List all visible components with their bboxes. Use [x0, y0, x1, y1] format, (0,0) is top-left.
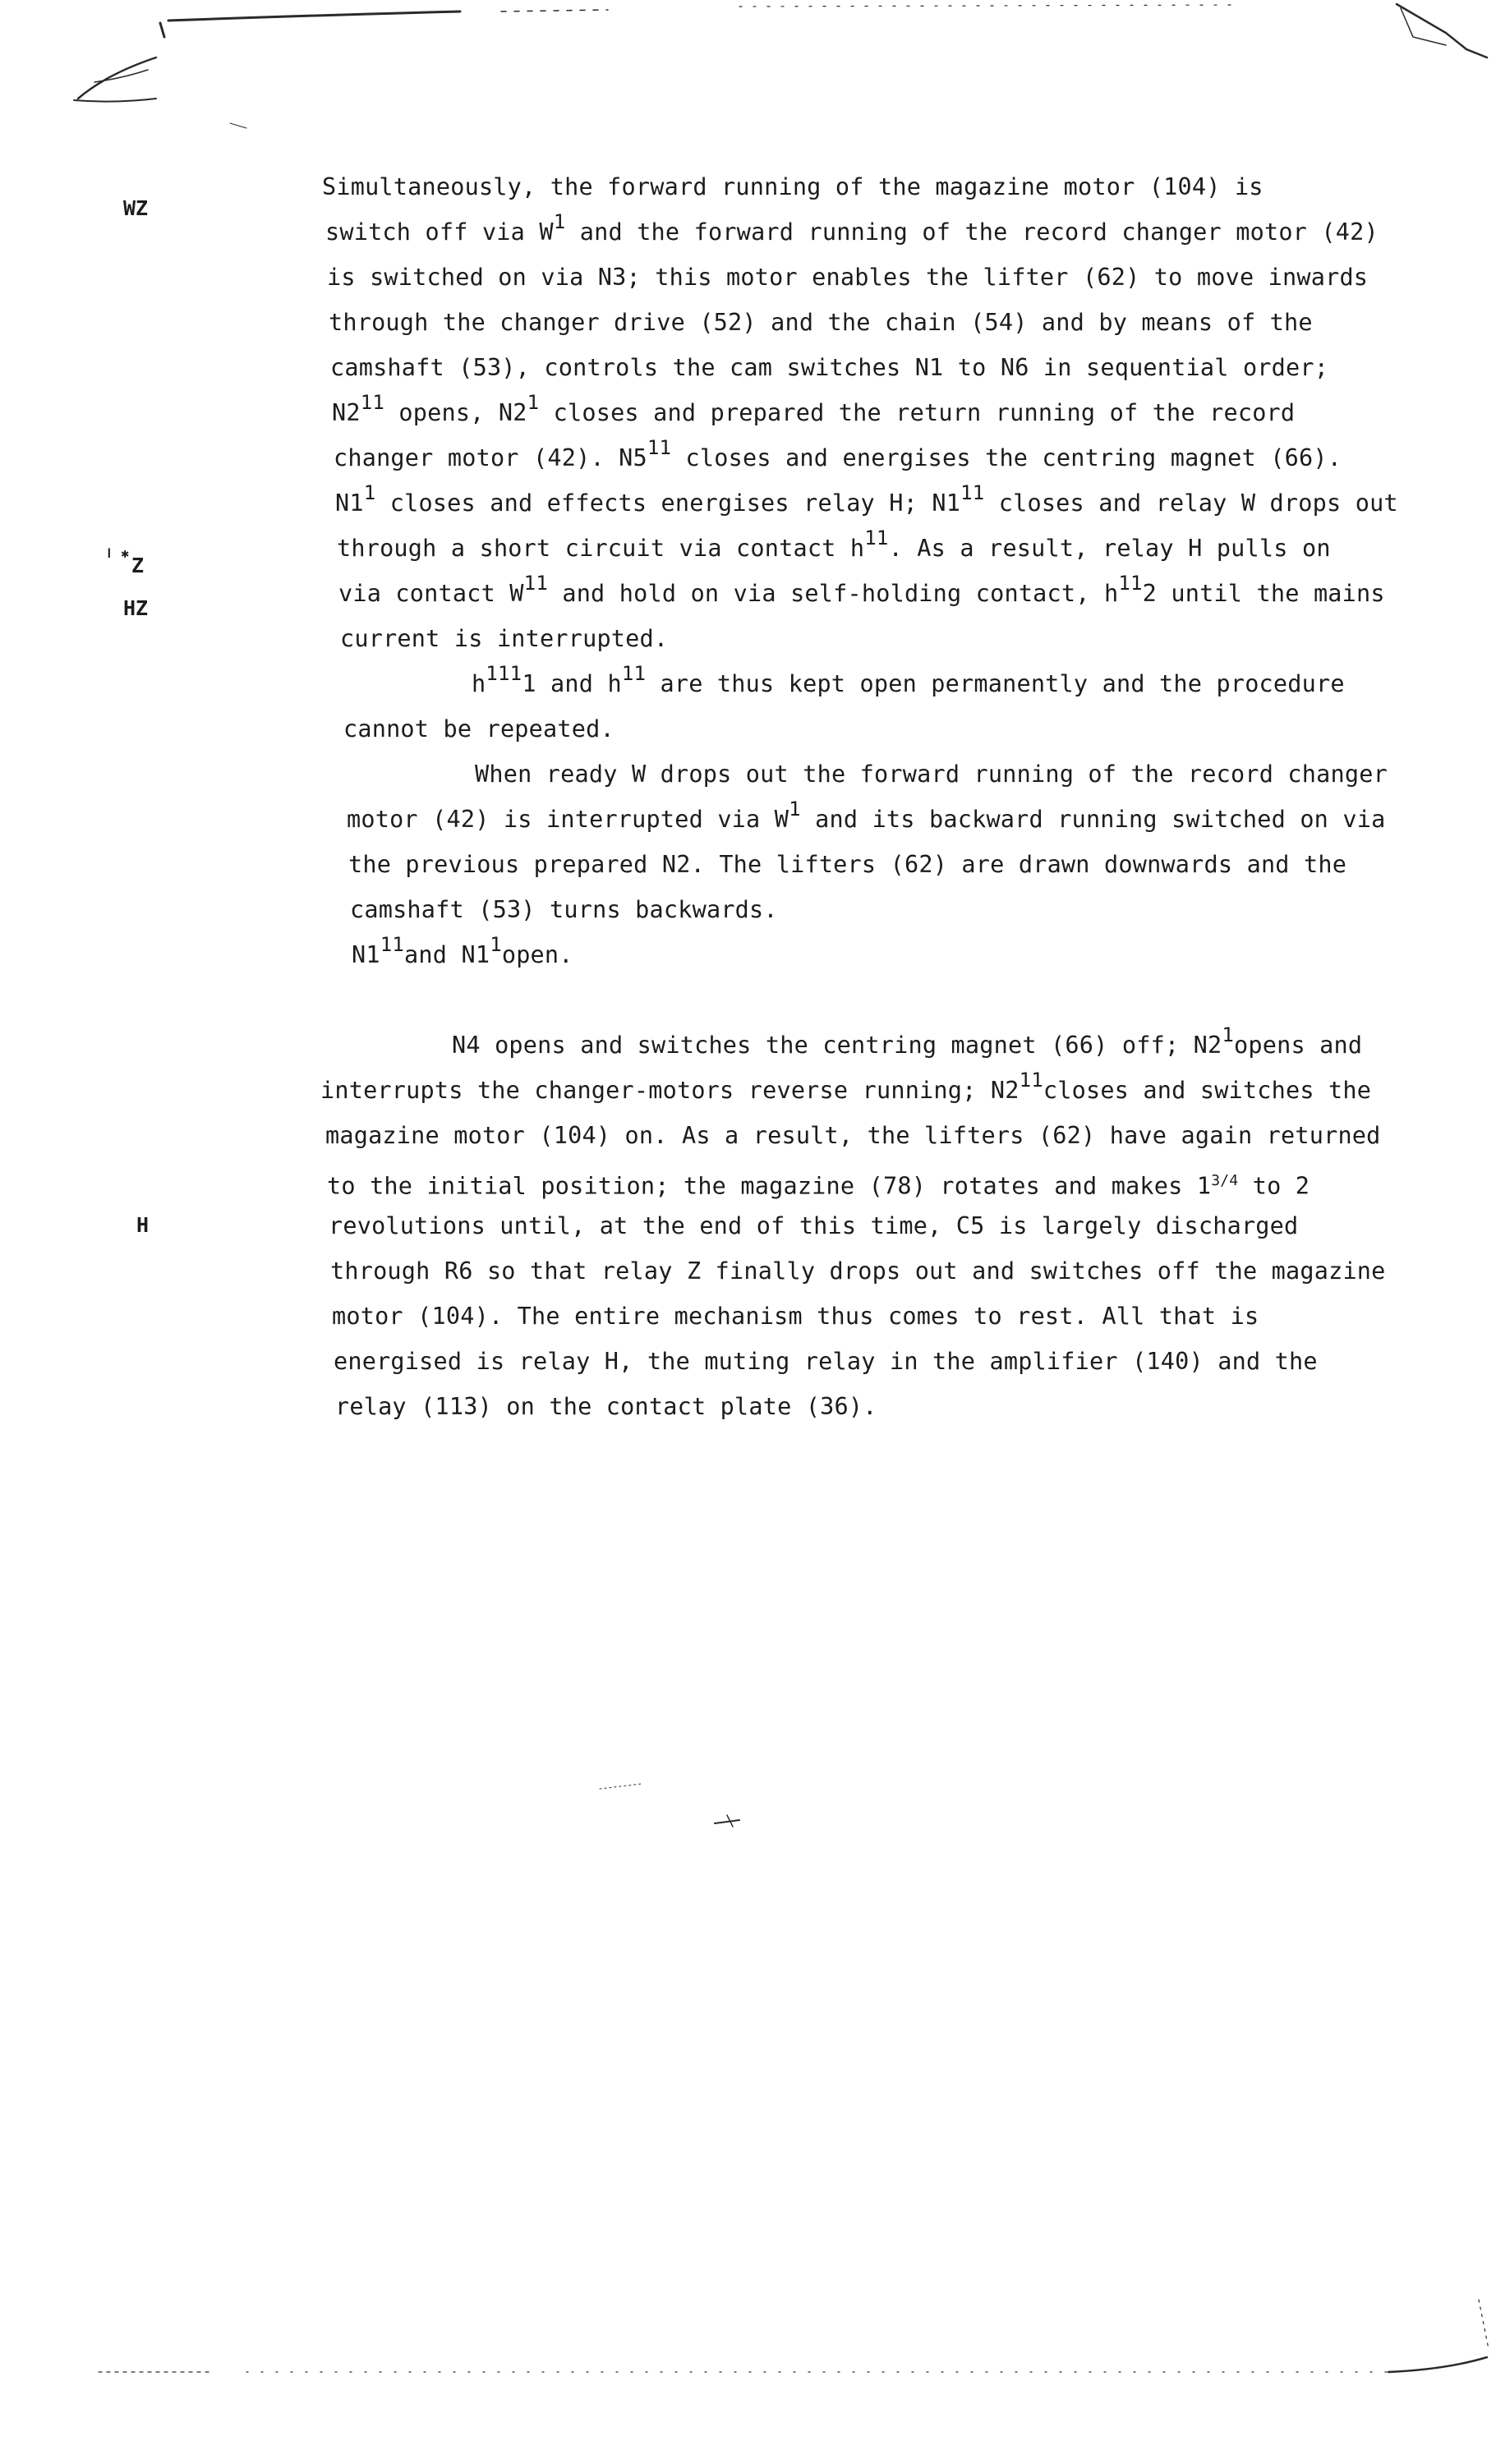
text-segment: 2 until the mains — [1142, 580, 1385, 607]
superscript: 111 — [486, 661, 522, 685]
text-segment: through R6 so that relay Z finally drops out and switches off the magazine — [330, 1257, 1386, 1285]
superscript: 1 — [527, 390, 540, 414]
superscript: 11 — [864, 526, 889, 549]
text-segment: Simultaneously, the forward running of the magazine motor (104) is — [322, 173, 1264, 200]
text-segment: to the initial position; the magazine (78) rotates and makes 1 — [327, 1172, 1212, 1200]
text-line — [325, 1113, 1439, 1158]
text-segment: revolutions until, at the end of this time, C5 is largely discharged — [329, 1212, 1299, 1239]
text-line — [329, 300, 1439, 345]
margin-note-hz: HZ — [123, 596, 149, 620]
superscript: 11 — [380, 932, 405, 956]
margin-note-wz: WZ — [123, 196, 149, 220]
text-line — [348, 842, 1439, 887]
text-line — [343, 706, 1439, 752]
text-segment: and hold on via self-holding contact, h — [547, 580, 1119, 607]
text-line — [322, 1023, 1439, 1068]
superscript: 11 — [1118, 571, 1143, 595]
text-line — [338, 571, 1439, 616]
text-segment: via contact W — [338, 580, 524, 607]
margin-note-z: Z — [131, 554, 145, 577]
text-line — [325, 209, 1439, 255]
text-segment: 1 and h — [522, 670, 622, 697]
text-segment: N1 — [352, 941, 380, 968]
text-segment: to 2 — [1238, 1172, 1310, 1200]
text-line — [347, 797, 1439, 842]
text-line — [352, 932, 1439, 977]
text-segment: closes and energises the centring magnet (66). — [671, 444, 1342, 471]
text-segment: h — [472, 670, 486, 697]
margin-note-h: H — [136, 1213, 150, 1237]
text-segment: N1 — [335, 490, 364, 517]
text-line — [332, 390, 1439, 435]
text-segment: closes and switches the — [1043, 1077, 1372, 1104]
text-segment: the previous prepared N2. The lifters (62) are drawn downwards and the — [348, 851, 1347, 878]
text-segment: When ready W drops out the forward running of the record changer — [475, 761, 1388, 788]
text-segment: interrupts the changer-motors reverse running; N2 — [320, 1077, 1020, 1104]
text-segment: opens, N2 — [384, 399, 527, 426]
text-line — [334, 1339, 1439, 1384]
text-segment: current is interrupted. — [340, 625, 669, 652]
body-text — [322, 164, 1439, 1429]
text-segment: closes and effects energises relay H; N1 — [375, 490, 961, 517]
text-line — [342, 661, 1439, 706]
text-segment: camshaft (53) turns backwards. — [350, 896, 778, 923]
text-segment: switch off via W — [325, 218, 554, 246]
text-line — [330, 345, 1439, 390]
text-line — [334, 435, 1439, 480]
text-line — [322, 164, 1439, 209]
text-segment: N2 — [332, 399, 361, 426]
superscript: 1 — [1222, 1023, 1235, 1046]
blank-line — [322, 977, 1439, 1023]
superscript: 1 — [490, 932, 502, 956]
text-segment: motor (42) is interrupted via W — [347, 806, 789, 833]
text-segment: through a short circuit via contact h — [337, 535, 865, 562]
text-segment: cannot be repeated. — [343, 715, 615, 742]
superscript: 11 — [621, 661, 647, 685]
superscript: 11 — [647, 435, 672, 459]
superscript: 1 — [789, 797, 801, 821]
superscript: 1 — [553, 209, 566, 233]
text-line — [330, 1248, 1439, 1294]
text-segment: magazine motor (104) on. As a result, the lifters (62) have again returned — [325, 1122, 1381, 1149]
margin-mark: ǀ ✱ — [105, 545, 129, 561]
text-segment: are thus kept open permanently and the procedure — [646, 670, 1345, 697]
text-line — [327, 1158, 1439, 1203]
text-segment: energised is relay H, the muting relay in the amplifier (140) and the — [334, 1348, 1318, 1375]
text-segment: and N1 — [404, 941, 490, 968]
superscript: 11 — [1019, 1068, 1043, 1092]
superscript: 11 — [523, 571, 548, 595]
text-segment: . As a result, relay H pulls on — [888, 535, 1331, 562]
text-segment: closes and prepared the return running of the record — [539, 399, 1296, 426]
text-segment: N4 opens and switches the centring magnet (66) off; N2 — [452, 1032, 1222, 1059]
text-segment: open. — [501, 941, 573, 968]
text-line — [329, 1203, 1439, 1248]
text-line — [340, 616, 1439, 661]
text-line — [320, 1068, 1439, 1113]
text-line — [345, 752, 1439, 797]
text-segment: closes and relay W drops out — [984, 490, 1398, 517]
text-segment: motor (104). The entire mechanism thus comes to rest. All that is — [332, 1303, 1259, 1330]
text-line — [335, 480, 1439, 526]
text-line — [335, 1384, 1439, 1429]
text-segment: opens and — [1234, 1032, 1363, 1059]
fraction: 3/4 — [1211, 1172, 1239, 1189]
superscript: 1 — [363, 480, 376, 504]
text-segment: relay (113) on the contact plate (36). — [335, 1393, 877, 1420]
superscript: 11 — [360, 390, 385, 414]
text-line — [332, 1294, 1439, 1339]
text-segment: and the forward running of the record changer motor (42) — [565, 218, 1379, 246]
superscript: 11 — [960, 480, 985, 504]
text-segment: camshaft (53), controls the cam switches N1 to N6 in sequential order; — [330, 354, 1329, 381]
text-line — [337, 526, 1439, 571]
text-segment: changer motor (42). N5 — [334, 444, 647, 471]
text-segment: through the changer drive (52) and the chain (54) and by means of the — [329, 309, 1313, 336]
text-line — [350, 887, 1439, 932]
text-segment: and its backward running switched on via — [800, 806, 1386, 833]
text-segment: is switched on via N3; this motor enables the lifter (62) to move inwards — [327, 264, 1369, 291]
text-line — [327, 255, 1439, 300]
